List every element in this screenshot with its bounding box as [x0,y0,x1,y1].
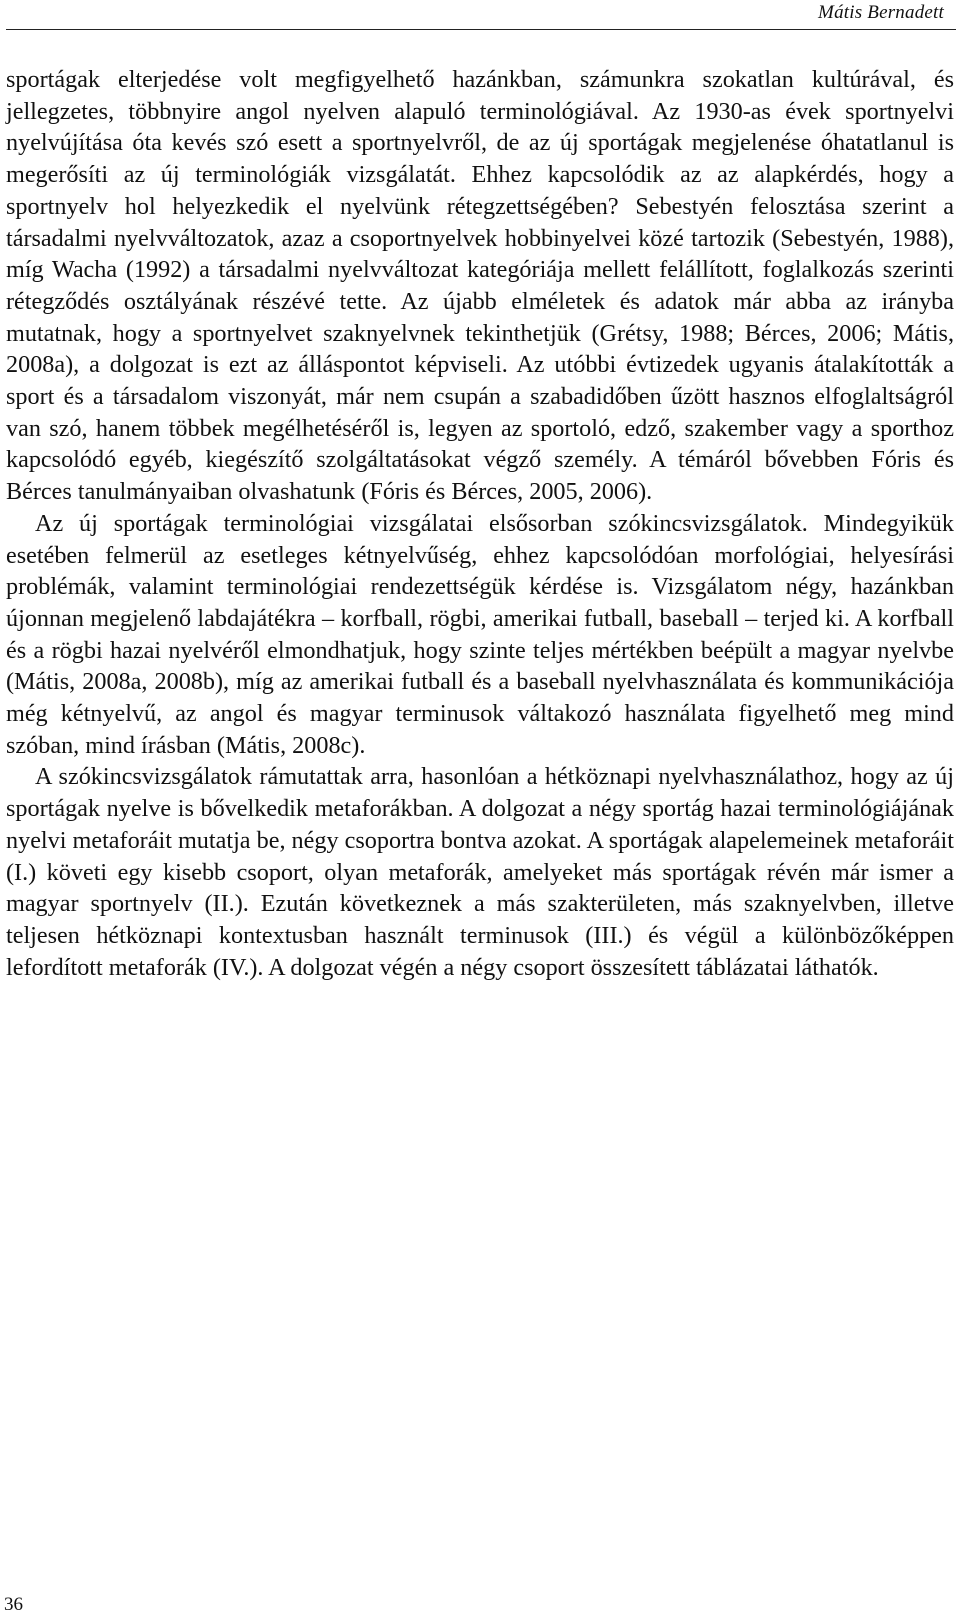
header-rule [6,29,956,30]
paragraph-1: sportágak elterjedése volt megfigyelhető hazánkban, számunkra szokatlan kultúrával, és jellegzetes, többnyire angol nyelven alapuló terminológiával. Az 1930-as évek sportnyelvi nyelvújítása óta kevés szó esett a sportnyelvről, de az új sportágak megjelenése óhatatlanul is megerősíti az új terminológiák vizsgálatát. Ehhez kapcsolódik az az alapkérdés, hogy a sportnyelv hol helyezkedik el nyelvünk rétegzettségében? Sebestyén felosztása szerint a társadalmi nyelvváltozatok, azaz a csoportnyelvek hobbinyelvei közé tartozik (Sebestyén, 1988), míg Wacha (1992) a társadalmi nyelvváltozat kategóriája mellett felállított, foglalkozás szerinti rétegződés osztályának részévé tette. Az újabb elméletek és adatok már abba az irányba mutatnak, hogy a sportnyelvet szaknyelvnek tekinthetjük (Grétsy, 1988; Bérces, 2006; Mátis, 2008a), a dolgozat is ezt az álláspontot képviseli. Az utóbbi évtizedek ugyanis átalakították a sport és a társadalom viszonyát, már nem csupán a szabadidőben űzött hasznos elfoglaltságról van szó, hanem többek megélhetéséről is, legyen az sportoló, edző, szakember vagy a sporthoz kapcsolódó egyéb, kiegészítő szolgáltatásokat végző személy. A témáról bővebben Fóris és Bérces tanulmányaiban olvashatunk (Fóris és Bérces, 2005, 2006). [6,66,954,506]
running-header-author: Mátis Bernadett [818,2,944,23]
paragraph-3: A szókincsvizsgálatok rámutattak arra, hasonlóan a hétköznapi nyelvhasználathoz, hogy az új sportágak nyelve is bővelkedik metaforákban. A dolgozat a négy sportág hazai terminológiájának nyelvi metaforáit mutatja be, négy csoportra bontva azokat. A sportágak alapelemeinek metaforáit (I.) követi egy kisebb csoport, olyan metaforák, amelyeket más sportágak révén már ismer a magyar sportnyelv (II.). Ezután következnek a más szakterületen, más szaknyelvben, illetve teljesen hétköznapi kontextusban használt terminusok (III.) és végül a különbözőképpen lefordított metaforák (IV.). A dolgozat végén a négy csoport összesített táblázatai láthatók. [6,763,954,981]
page-number: 36 [4,1594,23,1615]
body-text [6,64,954,983]
paragraph-2: Az új sportágak terminológiai vizsgálatai elsősorban szókincsvizsgálatok. Mindegyikük esetében felmerül az esetleges kétnyelvűség, ehhez kapcsolódóan morfológiai, helyesírási problémák, valamint terminológiai rendezettségük kérdése is. Vizsgálatom négy, hazánkban újonnan megjelenő labdajátékra – korfball, rögbi, amerikai futball, baseball – terjed ki. A korfball és a rögbi hazai nyelvéről elmondhatjuk, hogy szinte teljes mértékben beépült a magyar nyelvbe (Mátis, 2008a, 2008b), míg az amerikai futball és a baseball nyelvhasználata és kommunikációja még kétnyelvű, az angol és magyar terminusok váltakozó használata figyelhető meg mind szóban, mind írásban (Mátis, 2008c). [6,509,954,759]
